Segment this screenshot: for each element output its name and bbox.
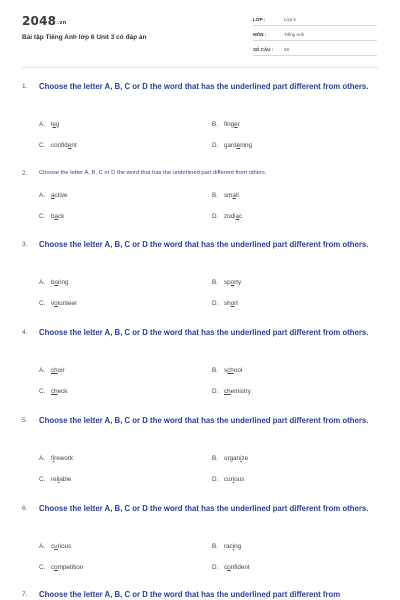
option-c[interactable]: C. competition (39, 564, 84, 571)
option-c[interactable]: C. check (39, 388, 68, 395)
question-text: Choose the letter A, B, C or D the word that has the underlined part different from others. (39, 170, 267, 176)
option-a[interactable]: A. firework (39, 455, 74, 462)
option-c[interactable]: C. reliable (39, 476, 72, 483)
option-a[interactable]: A. choir (39, 367, 65, 374)
header-divider (22, 67, 378, 68)
option-a[interactable]: A. boring (39, 279, 69, 286)
option-a[interactable]: A. leg (39, 121, 60, 128)
question-text: Choose the letter A, B, C or D the word that has the underlined part different from others. (39, 416, 369, 425)
meta-subject-label: MÔN : (253, 32, 267, 37)
meta-subject (253, 30, 377, 41)
option-c[interactable]: C. volunteer (39, 300, 77, 307)
option-b[interactable]: B. small (212, 192, 239, 199)
question-text: Choose the letter A, B, C or D the word that has the underlined part different from others. (39, 328, 369, 337)
option-b[interactable]: B. sporty (212, 279, 242, 286)
option-d[interactable]: D. chemistry (212, 388, 251, 395)
question-number: 6. (22, 505, 28, 512)
page-title: Bài tập Tiếng Anh lớp 6 Unit 3 có đáp án (22, 34, 147, 41)
question-text: Choose the letter A, B, C or D the word that has the underlined part different from others. (39, 504, 369, 513)
option-d[interactable]: D. confident (212, 564, 250, 571)
option-b[interactable]: B. finger (212, 121, 240, 128)
meta-count-label: SỐ CÂU : (253, 47, 274, 52)
question-text: Choose the letter A, B, C or D the word that has the underlined part different from others. (39, 82, 369, 91)
question-number: 7. (22, 591, 28, 598)
logo-text: 2048 (22, 14, 57, 28)
meta-class-value: Lớp 6 (284, 17, 296, 22)
question-number: 2. (22, 170, 28, 177)
question-number: 5. (22, 417, 28, 424)
option-c[interactable]: C. back (39, 213, 65, 220)
option-b[interactable]: B. school (212, 367, 243, 374)
question-text: Choose the letter A, B, C or D the word that has the underlined part different from (39, 590, 341, 599)
option-a[interactable]: A. active (39, 192, 68, 199)
question-number: 3. (22, 241, 28, 248)
meta-class-label: LỚP : (253, 17, 266, 22)
option-d[interactable]: D. gardening (212, 142, 253, 149)
meta-count (253, 45, 377, 56)
logo-tld: .vn (57, 20, 67, 26)
meta-count-value: 59 (284, 47, 290, 52)
option-a[interactable]: A. curious (39, 543, 72, 550)
site-logo[interactable] (22, 14, 67, 28)
option-b[interactable]: B. racing (212, 543, 242, 550)
option-d[interactable]: D. short (212, 300, 239, 307)
option-d[interactable]: D. zodiac (212, 213, 243, 220)
option-d[interactable]: D. curious (212, 476, 245, 483)
question-number: 1. (22, 83, 28, 90)
meta-class (253, 15, 377, 26)
meta-subject-value: Tiếng Anh (284, 32, 305, 37)
option-b[interactable]: B. organize (212, 455, 249, 462)
option-c[interactable]: C. confident (39, 142, 77, 149)
question-number: 4. (22, 329, 28, 336)
question-text: Choose the letter A, B, C or D the word that has the underlined part different from others. (39, 240, 369, 249)
document-header (0, 0, 400, 72)
